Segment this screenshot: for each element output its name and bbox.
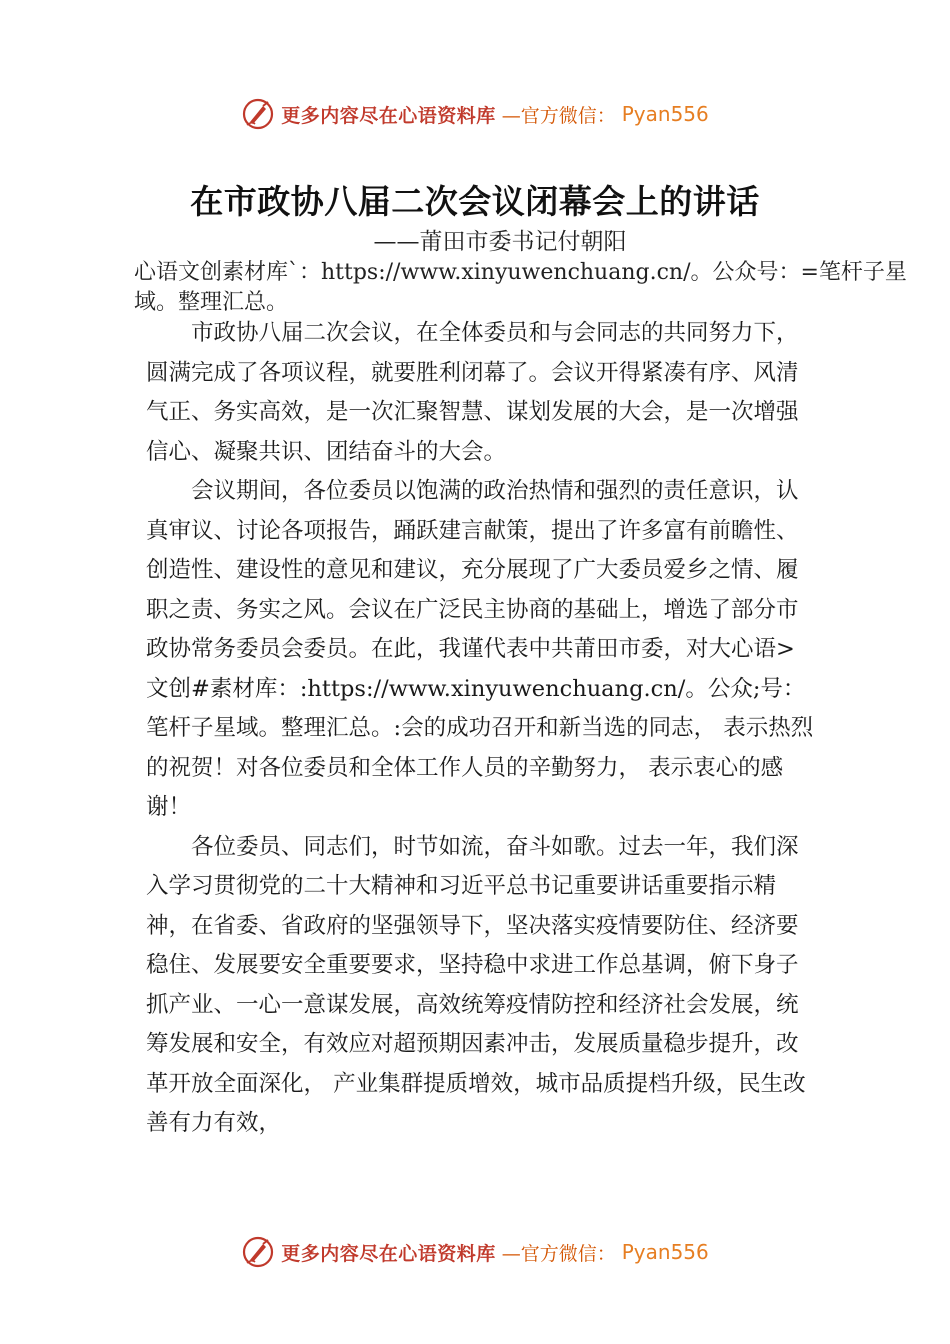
banner-separator: —官方微信： (501, 104, 616, 127)
footer-banner (0, 1230, 950, 1274)
banner-text: 更多内容尽在心语资料库 (281, 104, 496, 127)
source-line: 心语文创素材库`：https://www.xinyuwenchuang.cn/。公众号：=笔杆子星域。整理汇总。 (134, 260, 907, 315)
banner-text: 更多内容尽在心语资料库 (281, 1242, 496, 1265)
banner-separator: —官方微信： (501, 1242, 616, 1265)
paragraph-3: 各位委员、同志们，时节如流，奋斗如歌。过去一年，我们深入学习贯彻党的二十大精神和习近平总书记重要讲话重要指示精神，在省委、省政府的坚强领导下，坚决落实疫情要防住、经济要稳住、发展要安全重要要求，坚持稳中求进工作总基调，俯下身子抓产业、一心一意谋发展，高效统筹疫情防控和经济社会发展，统筹发展和安全，有效应对超预期因素冲击，发展质量稳步提升，改革开放全面深化， 产业集群提质增效，城市品质提档升级，民生改善有力有效， (146, 833, 806, 1136)
document-body (146, 314, 816, 1144)
paragraph-2: 会议期间，各位委员以饱满的政治热情和强烈的责任意识，认真审议、讨论各项报告，踊跃建言献策，提出了许多富有前瞻性、创造性、建设性的意见和建议，充分展现了广大委员爱乡之情、履职之责、务实之风。会议在广泛民主协商的基础上，增选了部分市政协常务委员会委员。在此，我谨代表中共莆田市委，对大心语>文创#素材库：:https://www.xinyuwenchuang.cn/。公众;号：笔杆子星域。整理汇总。:会的成功召开和新当选的同志， 表示热烈的祝贺！对各位委员和全体工作人员的辛勤努力， 表示衷心的感谢！ (146, 478, 814, 820)
document-title: 在市政协八届二次会议闭幕会上的讲话 (190, 182, 760, 221)
quill-pen-logo-icon (241, 97, 275, 131)
paragraph-1: 市政协八届二次会议，在全体委员和与会同志的共同努力下，圆满完成了各项议程，就要胜利闭幕了。会议开得紧凑有序、风清气正、务实高效，是一次汇聚智慧、谋划发展的大会，是一次增强信心、凝聚共识、团结奋斗的大会。 (146, 320, 799, 465)
document-subtitle: ——莆田市委书记付朝阳 (373, 229, 627, 255)
header-banner (0, 92, 950, 136)
banner-wechat-id: Pyan556 (621, 102, 709, 126)
quill-pen-logo-icon (241, 1235, 275, 1269)
banner-wechat-id: Pyan556 (621, 1240, 709, 1264)
